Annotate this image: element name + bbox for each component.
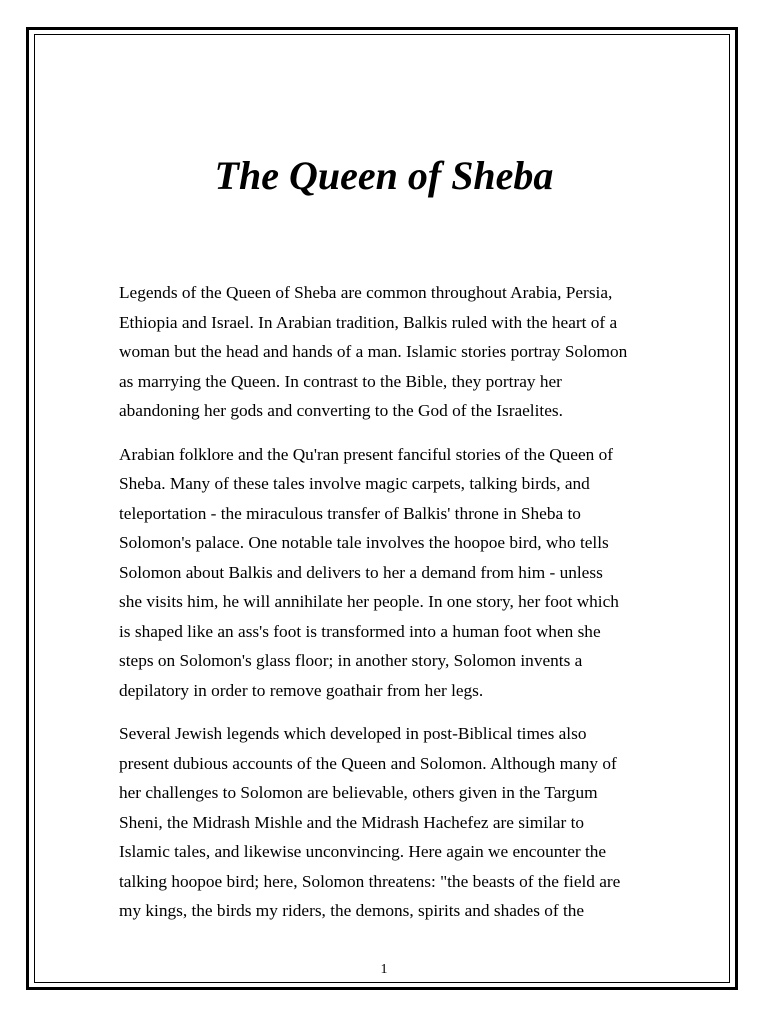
text-line: Several Jewish legends which developed in post-Biblical times also [119,724,587,743]
body-text [119,278,659,940]
text-line: Islamic tales, and likewise unconvincing. Here again we encounter the [119,842,607,861]
paragraph-1 [119,278,659,426]
text-line: Legends of the Queen of Sheba are common throughout Arabia, Persia, [119,283,613,302]
text-line: woman but the head and hands of a man. Islamic stories portray Solomon [119,342,628,361]
page-number: 1 [380,962,388,977]
text-line: abandoning her gods and converting to the God of the Israelites. [119,401,563,420]
text-line: her challenges to Solomon are believable, others given in the Targum [119,783,598,802]
paragraph-2 [119,440,659,706]
text-line: depilatory in order to remove goathair from her legs. [119,680,484,700]
text-line: Ethiopia and Israel. In Arabian tradition, Balkis ruled with the heart of a [119,312,618,332]
text-line: Sheni, the Midrash Mishle and the Midrash Hachefez are similar to [119,812,585,832]
text-line: talking hoopoe bird; here, Solomon threatens: "the beasts of the field are [119,871,621,891]
text-line: is shaped like an ass's foot is transformed into a human foot when she [119,621,601,641]
text-line: as marrying the Queen. In contrast to the Bible, they portray her [119,371,562,391]
text-line: Arabian folklore and the Qu'ran present fanciful stories of the Queen of [119,444,614,464]
text-line: steps on Solomon's glass floor; in another story, Solomon invents a [119,651,583,670]
paragraph-3 [119,719,659,926]
text-line: my kings, the birds my riders, the demons, spirits and shades of the [119,901,585,920]
text-line: present dubious accounts of the Queen and Solomon. Although many of [119,753,617,773]
text-line: teleportation - the miraculous transfer of Balkis' throne in Sheba to [119,503,581,523]
text-line: Solomon's palace. One notable tale involves the hoopoe bird, who tells [119,533,609,552]
text-line: Sheba. Many of these tales involve magic carpets, talking birds, and [119,474,590,493]
page-title: The Queen of Sheba [214,153,554,198]
text-line: she visits him, he will annihilate her people. In one story, her foot which [119,592,619,611]
text-line: Solomon about Balkis and delivers to her a demand from him - unless [119,562,603,582]
